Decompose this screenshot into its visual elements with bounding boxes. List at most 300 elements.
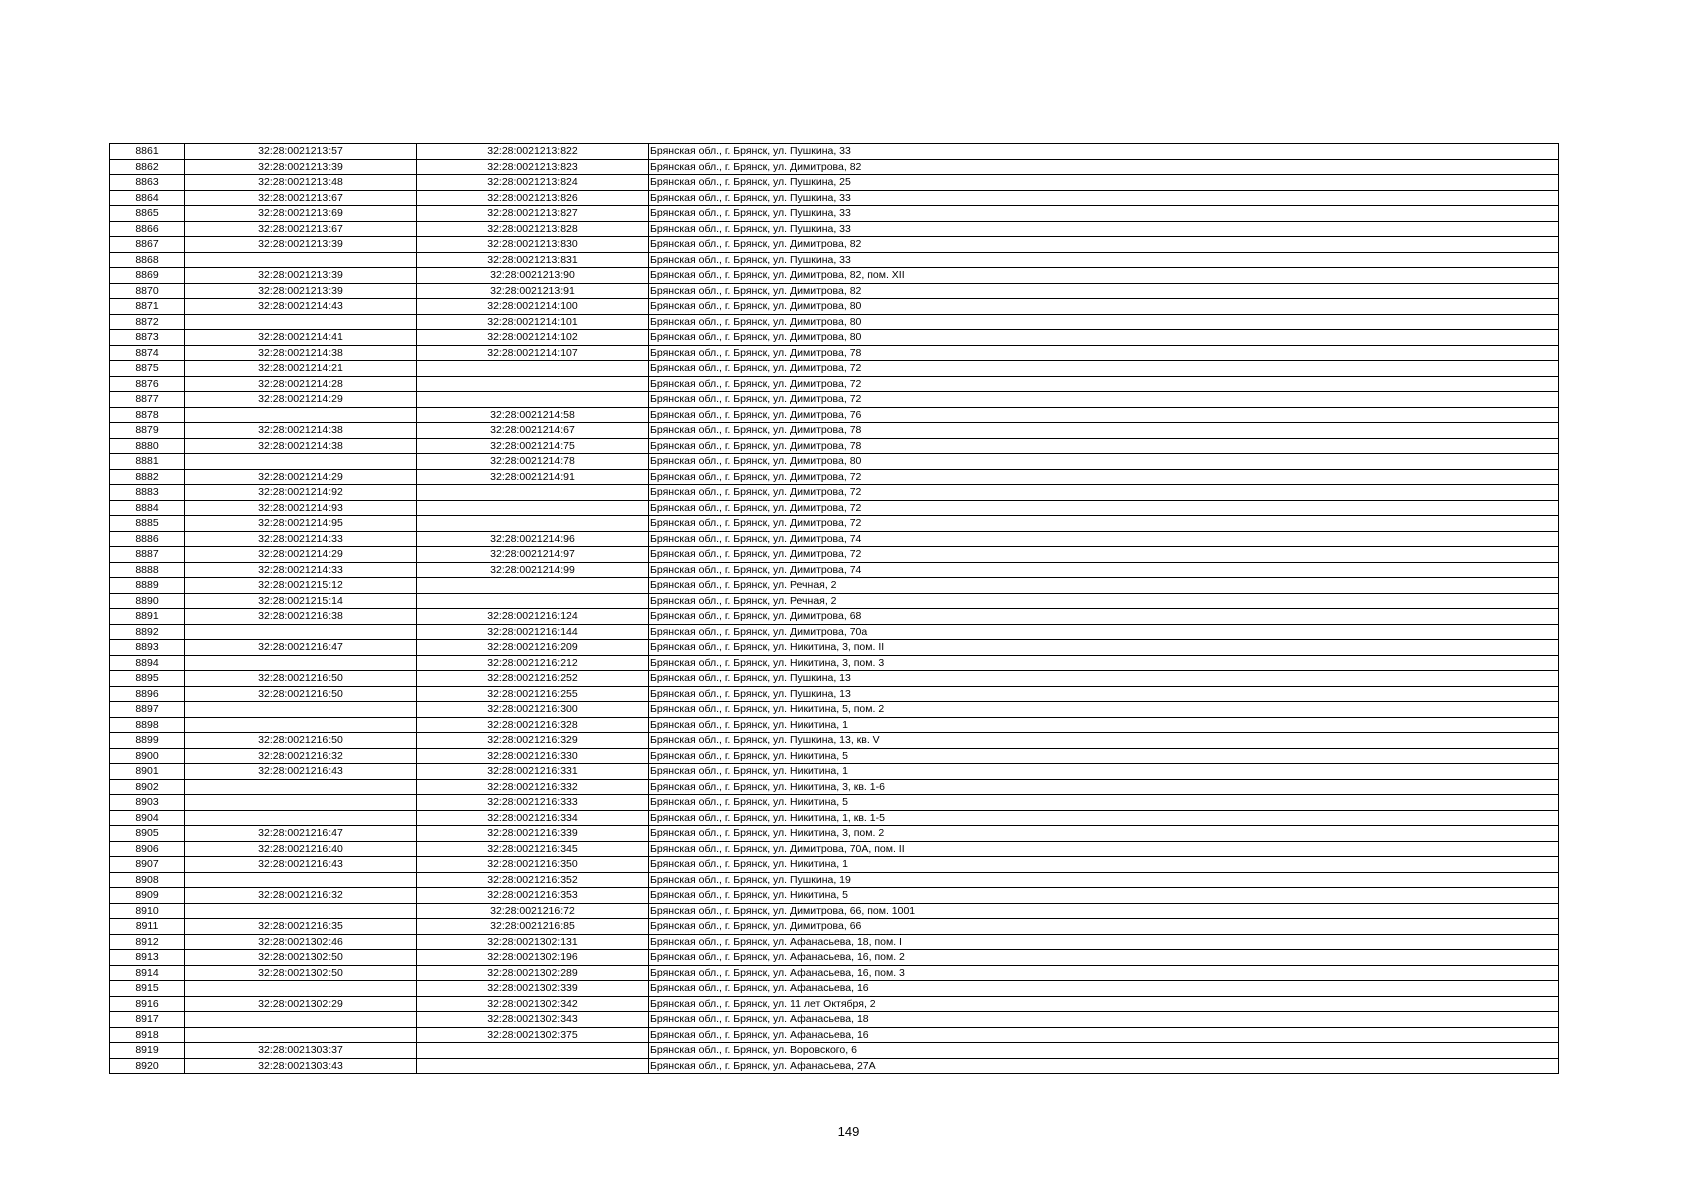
object-cadastral-number-cell: 32:28:0021216:331 — [417, 764, 649, 780]
table-row — [110, 609, 1559, 625]
address-cell: Брянская обл., г. Брянск, ул. Пушкина, 13 — [649, 686, 1559, 702]
address-cell: Брянская обл., г. Брянск, ул. Никитина, 3, пом. 3 — [649, 655, 1559, 671]
land-cadastral-number-cell — [185, 872, 417, 888]
land-cadastral-number-cell: 32:28:0021216:50 — [185, 671, 417, 687]
table-row — [110, 485, 1559, 501]
table-row — [110, 221, 1559, 237]
row-number-cell: 8901 — [110, 764, 185, 780]
address-cell: Брянская обл., г. Брянск, ул. Димитрова, 80 — [649, 330, 1559, 346]
table-row — [110, 950, 1559, 966]
object-cadastral-number-cell: 32:28:0021216:339 — [417, 826, 649, 842]
table-row — [110, 454, 1559, 470]
table-row — [110, 841, 1559, 857]
address-cell: Брянская обл., г. Брянск, ул. Пушкина, 13, кв. V — [649, 733, 1559, 749]
object-cadastral-number-cell: 32:28:0021302:131 — [417, 934, 649, 950]
address-cell: Брянская обл., г. Брянск, ул. Афанасьева, 16 — [649, 981, 1559, 997]
object-cadastral-number-cell: 32:28:0021214:102 — [417, 330, 649, 346]
table-row — [110, 996, 1559, 1012]
object-cadastral-number-cell: 32:28:0021214:99 — [417, 562, 649, 578]
address-cell: Брянская обл., г. Брянск, ул. Димитрова, 70А, пом. II — [649, 841, 1559, 857]
table-row — [110, 717, 1559, 733]
land-cadastral-number-cell: 32:28:0021302:50 — [185, 965, 417, 981]
address-cell: Брянская обл., г. Брянск, ул. Пушкина, 33 — [649, 252, 1559, 268]
land-cadastral-number-cell — [185, 624, 417, 640]
table-row — [110, 252, 1559, 268]
address-cell: Брянская обл., г. Брянск, ул. Воровского, 6 — [649, 1043, 1559, 1059]
object-cadastral-number-cell — [417, 1058, 649, 1074]
address-cell: Брянская обл., г. Брянск, ул. Димитрова, 72 — [649, 376, 1559, 392]
address-cell: Брянская обл., г. Брянск, ул. Димитрова, 82, пом. XII — [649, 268, 1559, 284]
object-cadastral-number-cell: 32:28:0021213:822 — [417, 144, 649, 160]
row-number-cell: 8869 — [110, 268, 185, 284]
table-row — [110, 407, 1559, 423]
table-row — [110, 686, 1559, 702]
object-cadastral-number-cell: 32:28:0021302:343 — [417, 1012, 649, 1028]
table-row — [110, 206, 1559, 222]
object-cadastral-number-cell: 32:28:0021216:300 — [417, 702, 649, 718]
land-cadastral-number-cell: 32:28:0021214:38 — [185, 423, 417, 439]
land-cadastral-number-cell: 32:28:0021213:39 — [185, 237, 417, 253]
object-cadastral-number-cell: 32:28:0021216:345 — [417, 841, 649, 857]
table-row — [110, 857, 1559, 873]
table-row — [110, 1043, 1559, 1059]
row-number-cell: 8902 — [110, 779, 185, 795]
table-row — [110, 593, 1559, 609]
land-cadastral-number-cell: 32:28:0021214:21 — [185, 361, 417, 377]
object-cadastral-number-cell: 32:28:0021216:350 — [417, 857, 649, 873]
row-number-cell: 8874 — [110, 345, 185, 361]
object-cadastral-number-cell: 32:28:0021214:96 — [417, 531, 649, 547]
table-row — [110, 330, 1559, 346]
row-number-cell: 8911 — [110, 919, 185, 935]
table-row — [110, 748, 1559, 764]
row-number-cell: 8885 — [110, 516, 185, 532]
address-cell: Брянская обл., г. Брянск, ул. Афанасьева, 18, пом. I — [649, 934, 1559, 950]
address-cell: Брянская обл., г. Брянск, ул. Димитрова, 66 — [649, 919, 1559, 935]
address-cell: Брянская обл., г. Брянск, ул. Димитрова, 74 — [649, 531, 1559, 547]
row-number-cell: 8895 — [110, 671, 185, 687]
object-cadastral-number-cell: 32:28:0021214:78 — [417, 454, 649, 470]
row-number-cell: 8888 — [110, 562, 185, 578]
address-cell: Брянская обл., г. Брянск, ул. Афанасьева, 18 — [649, 1012, 1559, 1028]
table-row — [110, 1027, 1559, 1043]
land-cadastral-number-cell: 32:28:0021216:50 — [185, 686, 417, 702]
land-cadastral-number-cell: 32:28:0021213:67 — [185, 190, 417, 206]
table-row — [110, 981, 1559, 997]
land-cadastral-number-cell — [185, 1012, 417, 1028]
row-number-cell: 8865 — [110, 206, 185, 222]
object-cadastral-number-cell — [417, 1043, 649, 1059]
address-cell: Брянская обл., г. Брянск, ул. Димитрова, 72 — [649, 485, 1559, 501]
address-cell: Брянская обл., г. Брянск, ул. Никитина, 3, кв. 1-6 — [649, 779, 1559, 795]
address-cell: Брянская обл., г. Брянск, ул. Димитрова, 66, пом. 1001 — [649, 903, 1559, 919]
land-cadastral-number-cell: 32:28:0021303:37 — [185, 1043, 417, 1059]
address-cell: Брянская обл., г. Брянск, ул. Никитина, 5 — [649, 748, 1559, 764]
land-cadastral-number-cell: 32:28:0021214:95 — [185, 516, 417, 532]
object-cadastral-number-cell: 32:28:0021213:827 — [417, 206, 649, 222]
land-cadastral-number-cell: 32:28:0021303:43 — [185, 1058, 417, 1074]
object-cadastral-number-cell — [417, 361, 649, 377]
row-number-cell: 8879 — [110, 423, 185, 439]
object-cadastral-number-cell: 32:28:0021214:91 — [417, 469, 649, 485]
object-cadastral-number-cell: 32:28:0021214:67 — [417, 423, 649, 439]
address-cell: Брянская обл., г. Брянск, ул. Димитрова, 76 — [649, 407, 1559, 423]
row-number-cell: 8882 — [110, 469, 185, 485]
row-number-cell: 8890 — [110, 593, 185, 609]
land-cadastral-number-cell: 32:28:0021302:29 — [185, 996, 417, 1012]
land-cadastral-number-cell: 32:28:0021216:43 — [185, 857, 417, 873]
table-row — [110, 469, 1559, 485]
land-cadastral-number-cell: 32:28:0021214:33 — [185, 562, 417, 578]
address-cell: Брянская обл., г. Брянск, ул. Никитина, 1 — [649, 717, 1559, 733]
land-cadastral-number-cell: 32:28:0021214:43 — [185, 299, 417, 315]
land-cadastral-number-cell — [185, 779, 417, 795]
table-row — [110, 144, 1559, 160]
land-cadastral-number-cell — [185, 717, 417, 733]
land-cadastral-number-cell: 32:28:0021213:57 — [185, 144, 417, 160]
row-number-cell: 8917 — [110, 1012, 185, 1028]
row-number-cell: 8881 — [110, 454, 185, 470]
address-cell: Брянская обл., г. Брянск, ул. Димитрова, 72 — [649, 469, 1559, 485]
address-cell: Брянская обл., г. Брянск, ул. Димитрова, 78 — [649, 438, 1559, 454]
row-number-cell: 8878 — [110, 407, 185, 423]
table-row — [110, 175, 1559, 191]
object-cadastral-number-cell: 32:28:0021214:107 — [417, 345, 649, 361]
object-cadastral-number-cell: 32:28:0021213:826 — [417, 190, 649, 206]
address-cell: Брянская обл., г. Брянск, ул. Димитрова, 72 — [649, 516, 1559, 532]
row-number-cell: 8867 — [110, 237, 185, 253]
object-cadastral-number-cell — [417, 500, 649, 516]
address-cell: Брянская обл., г. Брянск, ул. Никитина, 1 — [649, 764, 1559, 780]
object-cadastral-number-cell: 32:28:0021216:144 — [417, 624, 649, 640]
row-number-cell: 8889 — [110, 578, 185, 594]
address-cell: Брянская обл., г. Брянск, ул. Никитина, 5 — [649, 888, 1559, 904]
address-cell: Брянская обл., г. Брянск, ул. Афанасьева, 16 — [649, 1027, 1559, 1043]
row-number-cell: 8912 — [110, 934, 185, 950]
land-cadastral-number-cell: 32:28:0021214:38 — [185, 438, 417, 454]
object-cadastral-number-cell — [417, 485, 649, 501]
land-cadastral-number-cell: 32:28:0021214:93 — [185, 500, 417, 516]
object-cadastral-number-cell: 32:28:0021216:255 — [417, 686, 649, 702]
row-number-cell: 8907 — [110, 857, 185, 873]
row-number-cell: 8920 — [110, 1058, 185, 1074]
object-cadastral-number-cell: 32:28:0021216:353 — [417, 888, 649, 904]
address-cell: Брянская обл., г. Брянск, ул. Димитрова, 80 — [649, 454, 1559, 470]
address-cell: Брянская обл., г. Брянск, ул. Димитрова, 68 — [649, 609, 1559, 625]
address-cell: Брянская обл., г. Брянск, ул. Никитина, 1, кв. 1-5 — [649, 810, 1559, 826]
land-cadastral-number-cell — [185, 314, 417, 330]
registry-table-body — [110, 144, 1559, 1074]
object-cadastral-number-cell: 32:28:0021216:72 — [417, 903, 649, 919]
land-cadastral-number-cell — [185, 795, 417, 811]
row-number-cell: 8863 — [110, 175, 185, 191]
address-cell: Брянская обл., г. Брянск, ул. Димитрова, 80 — [649, 299, 1559, 315]
land-cadastral-number-cell: 32:28:0021216:40 — [185, 841, 417, 857]
address-cell: Брянская обл., г. Брянск, ул. Димитрова, 82 — [649, 283, 1559, 299]
table-row — [110, 190, 1559, 206]
object-cadastral-number-cell: 32:28:0021302:289 — [417, 965, 649, 981]
object-cadastral-number-cell: 32:28:0021214:58 — [417, 407, 649, 423]
row-number-cell: 8909 — [110, 888, 185, 904]
land-cadastral-number-cell: 32:28:0021216:43 — [185, 764, 417, 780]
land-cadastral-number-cell: 32:28:0021302:46 — [185, 934, 417, 950]
row-number-cell: 8914 — [110, 965, 185, 981]
address-cell: Брянская обл., г. Брянск, ул. Димитрова, 72 — [649, 547, 1559, 563]
object-cadastral-number-cell: 32:28:0021213:823 — [417, 159, 649, 175]
object-cadastral-number-cell: 32:28:0021213:828 — [417, 221, 649, 237]
object-cadastral-number-cell — [417, 376, 649, 392]
land-cadastral-number-cell — [185, 1027, 417, 1043]
table-row — [110, 1058, 1559, 1074]
table-row — [110, 934, 1559, 950]
page-number: 149 — [837, 1124, 860, 1139]
land-cadastral-number-cell: 32:28:0021214:29 — [185, 547, 417, 563]
address-cell: Брянская обл., г. Брянск, ул. Димитрова, 78 — [649, 423, 1559, 439]
land-cadastral-number-cell: 32:28:0021215:14 — [185, 593, 417, 609]
land-cadastral-number-cell: 32:28:0021216:32 — [185, 748, 417, 764]
land-cadastral-number-cell: 32:28:0021214:33 — [185, 531, 417, 547]
address-cell: Брянская обл., г. Брянск, ул. Димитрова, 82 — [649, 237, 1559, 253]
land-cadastral-number-cell — [185, 454, 417, 470]
table-row — [110, 640, 1559, 656]
row-number-cell: 8906 — [110, 841, 185, 857]
object-cadastral-number-cell: 32:28:0021216:212 — [417, 655, 649, 671]
row-number-cell: 8904 — [110, 810, 185, 826]
address-cell: Брянская обл., г. Брянск, ул. Никитина, 5 — [649, 795, 1559, 811]
object-cadastral-number-cell: 32:28:0021213:831 — [417, 252, 649, 268]
object-cadastral-number-cell: 32:28:0021213:830 — [417, 237, 649, 253]
table-row — [110, 283, 1559, 299]
land-cadastral-number-cell: 32:28:0021213:67 — [185, 221, 417, 237]
table-row — [110, 702, 1559, 718]
row-number-cell: 8866 — [110, 221, 185, 237]
object-cadastral-number-cell: 32:28:0021213:91 — [417, 283, 649, 299]
land-cadastral-number-cell: 32:28:0021214:29 — [185, 469, 417, 485]
land-cadastral-number-cell — [185, 407, 417, 423]
table-row — [110, 438, 1559, 454]
object-cadastral-number-cell: 32:28:0021216:332 — [417, 779, 649, 795]
address-cell: Брянская обл., г. Брянск, ул. Афанасьева, 16, пом. 2 — [649, 950, 1559, 966]
row-number-cell: 8872 — [110, 314, 185, 330]
land-cadastral-number-cell: 32:28:0021213:39 — [185, 159, 417, 175]
object-cadastral-number-cell: 32:28:0021214:100 — [417, 299, 649, 315]
table-row — [110, 423, 1559, 439]
table-row — [110, 779, 1559, 795]
row-number-cell: 8893 — [110, 640, 185, 656]
table-row — [110, 888, 1559, 904]
table-row — [110, 562, 1559, 578]
address-cell: Брянская обл., г. Брянск, ул. Пушкина, 33 — [649, 221, 1559, 237]
address-cell: Брянская обл., г. Брянск, ул. Димитрова, 72 — [649, 500, 1559, 516]
table-row — [110, 314, 1559, 330]
registry-table — [109, 143, 1559, 1074]
object-cadastral-number-cell: 32:28:0021213:824 — [417, 175, 649, 191]
land-cadastral-number-cell: 32:28:0021213:69 — [185, 206, 417, 222]
address-cell: Брянская обл., г. Брянск, ул. Димитрова, 72 — [649, 361, 1559, 377]
table-row — [110, 655, 1559, 671]
land-cadastral-number-cell: 32:28:0021214:29 — [185, 392, 417, 408]
object-cadastral-number-cell: 32:28:0021302:196 — [417, 950, 649, 966]
row-number-cell: 8910 — [110, 903, 185, 919]
land-cadastral-number-cell: 32:28:0021215:12 — [185, 578, 417, 594]
table-row — [110, 733, 1559, 749]
table-row — [110, 345, 1559, 361]
row-number-cell: 8913 — [110, 950, 185, 966]
row-number-cell: 8868 — [110, 252, 185, 268]
object-cadastral-number-cell: 32:28:0021216:124 — [417, 609, 649, 625]
land-cadastral-number-cell: 32:28:0021216:38 — [185, 609, 417, 625]
row-number-cell: 8873 — [110, 330, 185, 346]
land-cadastral-number-cell — [185, 903, 417, 919]
object-cadastral-number-cell: 32:28:0021302:375 — [417, 1027, 649, 1043]
row-number-cell: 8918 — [110, 1027, 185, 1043]
table-row — [110, 903, 1559, 919]
object-cadastral-number-cell: 32:28:0021216:334 — [417, 810, 649, 826]
address-cell: Брянская обл., г. Брянск, ул. Димитрова, 74 — [649, 562, 1559, 578]
object-cadastral-number-cell: 32:28:0021213:90 — [417, 268, 649, 284]
row-number-cell: 8864 — [110, 190, 185, 206]
row-number-cell: 8876 — [110, 376, 185, 392]
address-cell: Брянская обл., г. Брянск, ул. Димитрова, 78 — [649, 345, 1559, 361]
land-cadastral-number-cell — [185, 655, 417, 671]
land-cadastral-number-cell — [185, 981, 417, 997]
table-row — [110, 361, 1559, 377]
row-number-cell: 8916 — [110, 996, 185, 1012]
address-cell: Брянская обл., г. Брянск, ул. Речная, 2 — [649, 578, 1559, 594]
table-row — [110, 919, 1559, 935]
land-cadastral-number-cell: 32:28:0021214:41 — [185, 330, 417, 346]
address-cell: Брянская обл., г. Брянск, ул. Пушкина, 33 — [649, 144, 1559, 160]
object-cadastral-number-cell: 32:28:0021216:209 — [417, 640, 649, 656]
table-row — [110, 965, 1559, 981]
table-row — [110, 578, 1559, 594]
row-number-cell: 8891 — [110, 609, 185, 625]
address-cell: Брянская обл., г. Брянск, ул. Никитина, 1 — [649, 857, 1559, 873]
table-row — [110, 826, 1559, 842]
object-cadastral-number-cell — [417, 516, 649, 532]
object-cadastral-number-cell — [417, 392, 649, 408]
object-cadastral-number-cell: 32:28:0021214:97 — [417, 547, 649, 563]
row-number-cell: 8875 — [110, 361, 185, 377]
row-number-cell: 8900 — [110, 748, 185, 764]
row-number-cell: 8886 — [110, 531, 185, 547]
land-cadastral-number-cell: 32:28:0021214:28 — [185, 376, 417, 392]
row-number-cell: 8896 — [110, 686, 185, 702]
address-cell: Брянская обл., г. Брянск, ул. Пушкина, 13 — [649, 671, 1559, 687]
object-cadastral-number-cell: 32:28:0021216:352 — [417, 872, 649, 888]
address-cell: Брянская обл., г. Брянск, ул. Димитрова, 72 — [649, 392, 1559, 408]
land-cadastral-number-cell: 32:28:0021213:39 — [185, 268, 417, 284]
row-number-cell: 8871 — [110, 299, 185, 315]
table-row — [110, 810, 1559, 826]
object-cadastral-number-cell: 32:28:0021216:328 — [417, 717, 649, 733]
table-row — [110, 500, 1559, 516]
land-cadastral-number-cell: 32:28:0021216:47 — [185, 826, 417, 842]
address-cell: Брянская обл., г. Брянск, ул. Никитина, 3, пом. 2 — [649, 826, 1559, 842]
row-number-cell: 8880 — [110, 438, 185, 454]
object-cadastral-number-cell: 32:28:0021216:329 — [417, 733, 649, 749]
row-number-cell: 8892 — [110, 624, 185, 640]
table-row — [110, 764, 1559, 780]
address-cell: Брянская обл., г. Брянск, ул. Афанасьева, 27А — [649, 1058, 1559, 1074]
row-number-cell: 8883 — [110, 485, 185, 501]
row-number-cell: 8862 — [110, 159, 185, 175]
table-row — [110, 392, 1559, 408]
land-cadastral-number-cell — [185, 810, 417, 826]
land-cadastral-number-cell: 32:28:0021216:50 — [185, 733, 417, 749]
address-cell: Брянская обл., г. Брянск, ул. Димитрова, 82 — [649, 159, 1559, 175]
table-row — [110, 376, 1559, 392]
table-row — [110, 516, 1559, 532]
row-number-cell: 8870 — [110, 283, 185, 299]
address-cell: Брянская обл., г. Брянск, ул. Пушкина, 25 — [649, 175, 1559, 191]
land-cadastral-number-cell: 32:28:0021214:38 — [185, 345, 417, 361]
row-number-cell: 8894 — [110, 655, 185, 671]
land-cadastral-number-cell: 32:28:0021214:92 — [185, 485, 417, 501]
address-cell: Брянская обл., г. Брянск, ул. Афанасьева, 16, пом. 3 — [649, 965, 1559, 981]
row-number-cell: 8908 — [110, 872, 185, 888]
land-cadastral-number-cell: 32:28:0021213:48 — [185, 175, 417, 191]
table-row — [110, 624, 1559, 640]
row-number-cell: 8877 — [110, 392, 185, 408]
land-cadastral-number-cell: 32:28:0021302:50 — [185, 950, 417, 966]
table-row — [110, 159, 1559, 175]
address-cell: Брянская обл., г. Брянск, ул. Пушкина, 33 — [649, 206, 1559, 222]
row-number-cell: 8899 — [110, 733, 185, 749]
object-cadastral-number-cell: 32:28:0021216:330 — [417, 748, 649, 764]
row-number-cell: 8898 — [110, 717, 185, 733]
table-row — [110, 795, 1559, 811]
table-row — [110, 299, 1559, 315]
row-number-cell: 8915 — [110, 981, 185, 997]
address-cell: Брянская обл., г. Брянск, ул. Никитина, 3, пом. II — [649, 640, 1559, 656]
row-number-cell: 8919 — [110, 1043, 185, 1059]
table-row — [110, 671, 1559, 687]
object-cadastral-number-cell: 32:28:0021302:339 — [417, 981, 649, 997]
address-cell: Брянская обл., г. Брянск, ул. Пушкина, 19 — [649, 872, 1559, 888]
object-cadastral-number-cell: 32:28:0021216:252 — [417, 671, 649, 687]
object-cadastral-number-cell: 32:28:0021214:75 — [417, 438, 649, 454]
table-row — [110, 237, 1559, 253]
land-cadastral-number-cell: 32:28:0021213:39 — [185, 283, 417, 299]
land-cadastral-number-cell: 32:28:0021216:47 — [185, 640, 417, 656]
object-cadastral-number-cell — [417, 578, 649, 594]
table-row — [110, 531, 1559, 547]
address-cell: Брянская обл., г. Брянск, ул. Никитина, 5, пом. 2 — [649, 702, 1559, 718]
land-cadastral-number-cell: 32:28:0021216:35 — [185, 919, 417, 935]
table-row — [110, 547, 1559, 563]
object-cadastral-number-cell: 32:28:0021214:101 — [417, 314, 649, 330]
table-row — [110, 872, 1559, 888]
land-cadastral-number-cell — [185, 702, 417, 718]
table-row — [110, 268, 1559, 284]
table-row — [110, 1012, 1559, 1028]
address-cell: Брянская обл., г. Брянск, ул. Димитрова, 80 — [649, 314, 1559, 330]
row-number-cell: 8897 — [110, 702, 185, 718]
object-cadastral-number-cell: 32:28:0021216:85 — [417, 919, 649, 935]
address-cell: Брянская обл., г. Брянск, ул. 11 лет Октября, 2 — [649, 996, 1559, 1012]
row-number-cell: 8905 — [110, 826, 185, 842]
address-cell: Брянская обл., г. Брянск, ул. Пушкина, 33 — [649, 190, 1559, 206]
object-cadastral-number-cell: 32:28:0021302:342 — [417, 996, 649, 1012]
object-cadastral-number-cell — [417, 593, 649, 609]
land-cadastral-number-cell — [185, 252, 417, 268]
address-cell: Брянская обл., г. Брянск, ул. Димитрова, 70а — [649, 624, 1559, 640]
row-number-cell: 8861 — [110, 144, 185, 160]
row-number-cell: 8884 — [110, 500, 185, 516]
row-number-cell: 8887 — [110, 547, 185, 563]
land-cadastral-number-cell: 32:28:0021216:32 — [185, 888, 417, 904]
